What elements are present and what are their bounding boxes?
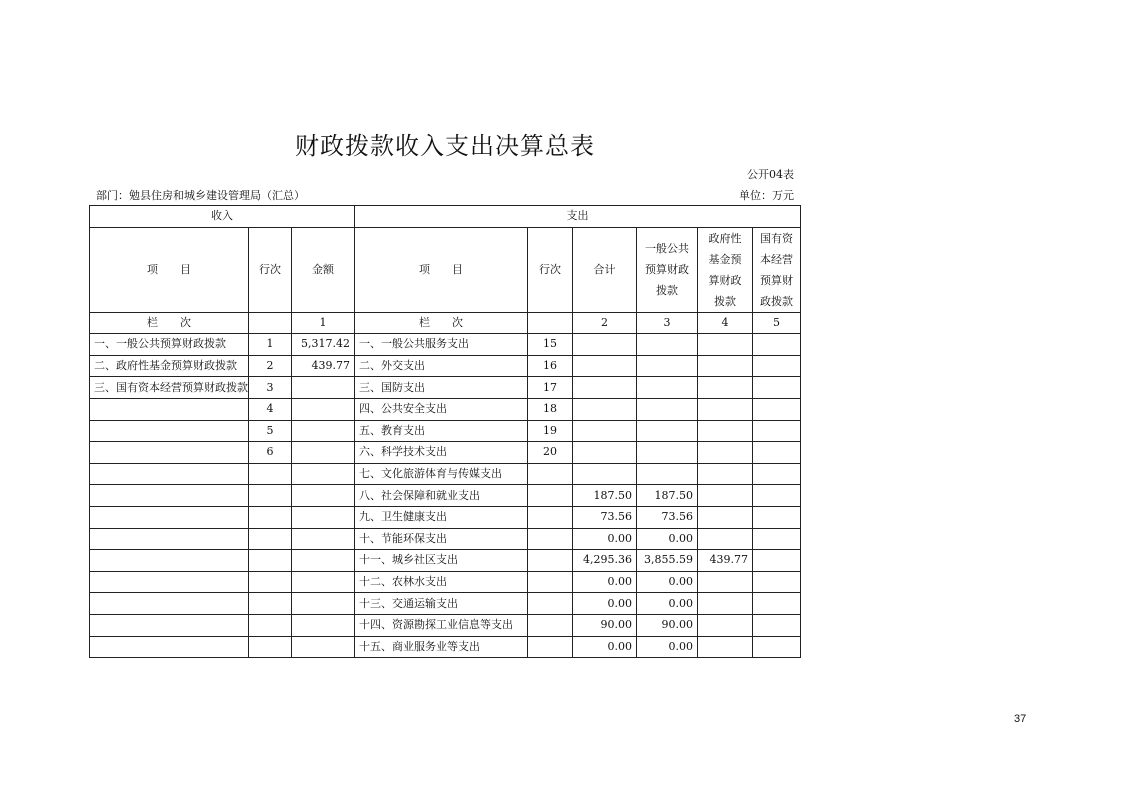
state-capital-cell: [753, 506, 801, 528]
income-row-no-header: 行次: [249, 227, 292, 312]
appropriation-summary-table: [89, 205, 801, 658]
income-section-header: 收入: [90, 206, 355, 228]
general-budget-cell: [637, 398, 698, 420]
income-row-no-cell: [249, 636, 292, 658]
income-amount-cell: [292, 528, 355, 550]
state-capital-cell: [753, 420, 801, 442]
income-item-cell: [90, 636, 249, 658]
expenditure-item-cell: 八、社会保障和就业支出: [355, 485, 528, 507]
expenditure-item-cell: 五、教育支出: [355, 420, 528, 442]
expenditure-row-no-cell: [528, 528, 573, 550]
expenditure-row-no-cell: 18: [528, 398, 573, 420]
expenditure-row-no-cell: [528, 506, 573, 528]
total-index: 2: [573, 312, 637, 334]
total-cell: 187.50: [573, 485, 637, 507]
total-cell: 73.56: [573, 506, 637, 528]
total-cell: [573, 334, 637, 356]
table-row: [90, 571, 801, 593]
total-cell: [573, 398, 637, 420]
table-row: [90, 614, 801, 636]
income-amount-cell: [292, 463, 355, 485]
total-cell: 90.00: [573, 614, 637, 636]
state-capital-cell: [753, 636, 801, 658]
page-number: 37: [1014, 713, 1027, 725]
expenditure-row-no-cell: [528, 571, 573, 593]
expenditure-item-cell: 十三、交通运输支出: [355, 593, 528, 615]
income-amount-header: 金额: [292, 227, 355, 312]
income-item-cell: [90, 550, 249, 572]
gov-fund-index: 4: [698, 312, 753, 334]
income-amount-cell: [292, 420, 355, 442]
total-cell: 0.00: [573, 528, 637, 550]
total-cell: [573, 463, 637, 485]
gov-fund-cell: [698, 334, 753, 356]
income-item-cell: [90, 528, 249, 550]
income-amount-cell: [292, 636, 355, 658]
income-amount-index: 1: [292, 312, 355, 334]
expenditure-item-cell: 一、一般公共服务支出: [355, 334, 528, 356]
expenditure-item-cell: 四、公共安全支出: [355, 398, 528, 420]
column-index-row: [90, 312, 801, 334]
income-amount-cell: [292, 614, 355, 636]
expenditure-row-no-cell: [528, 593, 573, 615]
expenditure-item-cell: 二、外交支出: [355, 355, 528, 377]
income-amount-cell: [292, 550, 355, 572]
total-cell: 4,295.36: [573, 550, 637, 572]
state-capital-cell: [753, 463, 801, 485]
general-budget-cell: 0.00: [637, 636, 698, 658]
gov-fund-cell: [698, 614, 753, 636]
expenditure-item-header: 项 目: [355, 227, 528, 312]
income-row-no-cell: 5: [249, 420, 292, 442]
income-item-cell: [90, 614, 249, 636]
general-budget-cell: 0.00: [637, 593, 698, 615]
state-capital-cell: [753, 528, 801, 550]
expenditure-row-no-cell: 15: [528, 334, 573, 356]
state-capital-cell: [753, 593, 801, 615]
gov-fund-cell: [698, 636, 753, 658]
income-row-no-cell: [249, 614, 292, 636]
expenditure-row-no-cell: [528, 636, 573, 658]
expenditure-item-cell: 十四、资源勘探工业信息等支出: [355, 614, 528, 636]
table-row: [90, 355, 801, 377]
table-section-header-row: [90, 206, 801, 228]
table-row: [90, 442, 801, 464]
total-cell: [573, 355, 637, 377]
total-cell: 0.00: [573, 636, 637, 658]
gov-fund-cell: [698, 593, 753, 615]
gov-fund-cell: [698, 355, 753, 377]
general-budget-cell: [637, 334, 698, 356]
department-label: 部门：勉县住房和城乡建设管理局（汇总）: [96, 189, 305, 202]
gov-fund-cell: [698, 528, 753, 550]
general-budget-cell: 73.56: [637, 506, 698, 528]
general-budget-cell: [637, 355, 698, 377]
general-budget-cell: 90.00: [637, 614, 698, 636]
general-budget-cell: [637, 377, 698, 399]
general-budget-cell: 0.00: [637, 528, 698, 550]
expenditure-item-cell: 三、国防支出: [355, 377, 528, 399]
income-column-index-label: 栏 次: [90, 312, 249, 334]
total-cell: [573, 420, 637, 442]
income-row-no-cell: [249, 506, 292, 528]
expenditure-item-cell: 九、卫生健康支出: [355, 506, 528, 528]
table-row: [90, 506, 801, 528]
state-capital-cell: [753, 550, 801, 572]
expenditure-item-cell: 十、节能环保支出: [355, 528, 528, 550]
income-row-no-cell: [249, 550, 292, 572]
general-budget-cell: 0.00: [637, 571, 698, 593]
total-cell: 0.00: [573, 571, 637, 593]
gov-fund-cell: [698, 506, 753, 528]
unit-label: 单位：万元: [739, 189, 794, 202]
income-item-cell: [90, 420, 249, 442]
income-amount-cell: 439.77: [292, 355, 355, 377]
total-header: 合计: [573, 227, 637, 312]
total-cell: [573, 377, 637, 399]
gov-fund-cell: [698, 463, 753, 485]
income-item-cell: [90, 442, 249, 464]
expenditure-item-cell: 十五、商业服务业等支出: [355, 636, 528, 658]
income-item-cell: [90, 571, 249, 593]
general-budget-cell: 3,855.59: [637, 550, 698, 572]
gov-fund-header: 政府性 基金预 算财政 拨款: [698, 227, 753, 312]
income-row-no-cell: 4: [249, 398, 292, 420]
gov-fund-cell: [698, 442, 753, 464]
expenditure-row-no-cell: 17: [528, 377, 573, 399]
state-capital-cell: [753, 571, 801, 593]
total-cell: [573, 442, 637, 464]
expenditure-item-cell: 十一、城乡社区支出: [355, 550, 528, 572]
expenditure-row-no-index: [528, 312, 573, 334]
income-row-no-cell: 3: [249, 377, 292, 399]
total-cell: 0.00: [573, 593, 637, 615]
table-row: [90, 398, 801, 420]
income-amount-cell: [292, 398, 355, 420]
table-row: [90, 550, 801, 572]
income-amount-cell: [292, 506, 355, 528]
state-capital-header: 国有资 本经营 预算财 政拨款: [753, 227, 801, 312]
income-amount-cell: [292, 442, 355, 464]
income-item-cell: [90, 463, 249, 485]
expenditure-row-no-cell: 19: [528, 420, 573, 442]
gov-fund-cell: 439.77: [698, 550, 753, 572]
gov-fund-cell: [698, 571, 753, 593]
table-column-header-row: [90, 227, 801, 312]
income-item-cell: 二、政府性基金预算财政拨款: [90, 355, 249, 377]
state-capital-cell: [753, 485, 801, 507]
general-budget-cell: [637, 442, 698, 464]
income-row-no-cell: [249, 528, 292, 550]
gov-fund-cell: [698, 377, 753, 399]
expenditure-row-no-cell: 16: [528, 355, 573, 377]
form-code: 公开04表: [747, 168, 794, 181]
income-amount-cell: [292, 571, 355, 593]
table-row: [90, 593, 801, 615]
income-item-cell: [90, 506, 249, 528]
income-row-no-cell: 1: [249, 334, 292, 356]
state-capital-index: 5: [753, 312, 801, 334]
income-row-no-cell: 2: [249, 355, 292, 377]
income-item-cell: [90, 398, 249, 420]
state-capital-cell: [753, 442, 801, 464]
expenditure-row-no-header: 行次: [528, 227, 573, 312]
table-row: [90, 485, 801, 507]
expenditure-row-no-cell: [528, 550, 573, 572]
income-item-cell: 一、一般公共预算财政拨款: [90, 334, 249, 356]
state-capital-cell: [753, 398, 801, 420]
income-row-no-cell: [249, 571, 292, 593]
gov-fund-cell: [698, 485, 753, 507]
state-capital-cell: [753, 614, 801, 636]
expenditure-row-no-cell: [528, 463, 573, 485]
income-row-no-cell: [249, 593, 292, 615]
gov-fund-cell: [698, 420, 753, 442]
table-row: [90, 636, 801, 658]
income-item-header: 项 目: [90, 227, 249, 312]
general-budget-index: 3: [637, 312, 698, 334]
income-row-no-cell: [249, 485, 292, 507]
income-item-cell: [90, 593, 249, 615]
table-row: [90, 334, 801, 356]
income-row-no-cell: 6: [249, 442, 292, 464]
general-budget-cell: 187.50: [637, 485, 698, 507]
expenditure-column-index-label: 栏 次: [355, 312, 528, 334]
table-row: [90, 528, 801, 550]
general-budget-cell: [637, 463, 698, 485]
general-budget-header: 一般公共 预算财政 拨款: [637, 227, 698, 312]
expenditure-section-header: 支出: [355, 206, 801, 228]
income-amount-cell: [292, 377, 355, 399]
income-row-no-index: [249, 312, 292, 334]
state-capital-cell: [753, 377, 801, 399]
state-capital-cell: [753, 334, 801, 356]
table-row: [90, 463, 801, 485]
expenditure-item-cell: 七、文化旅游体育与传媒支出: [355, 463, 528, 485]
page-title: 财政拨款收入支出决算总表: [295, 132, 595, 160]
expenditure-row-no-cell: 20: [528, 442, 573, 464]
table-row: [90, 420, 801, 442]
expenditure-item-cell: 十二、农林水支出: [355, 571, 528, 593]
expenditure-row-no-cell: [528, 485, 573, 507]
income-item-cell: [90, 485, 249, 507]
expenditure-item-cell: 六、科学技术支出: [355, 442, 528, 464]
expenditure-row-no-cell: [528, 614, 573, 636]
gov-fund-cell: [698, 398, 753, 420]
state-capital-cell: [753, 355, 801, 377]
income-amount-cell: [292, 485, 355, 507]
income-row-no-cell: [249, 463, 292, 485]
income-amount-cell: [292, 593, 355, 615]
income-amount-cell: 5,317.42: [292, 334, 355, 356]
income-item-cell: 三、国有资本经营预算财政拨款: [90, 377, 249, 399]
table-row: [90, 377, 801, 399]
general-budget-cell: [637, 420, 698, 442]
